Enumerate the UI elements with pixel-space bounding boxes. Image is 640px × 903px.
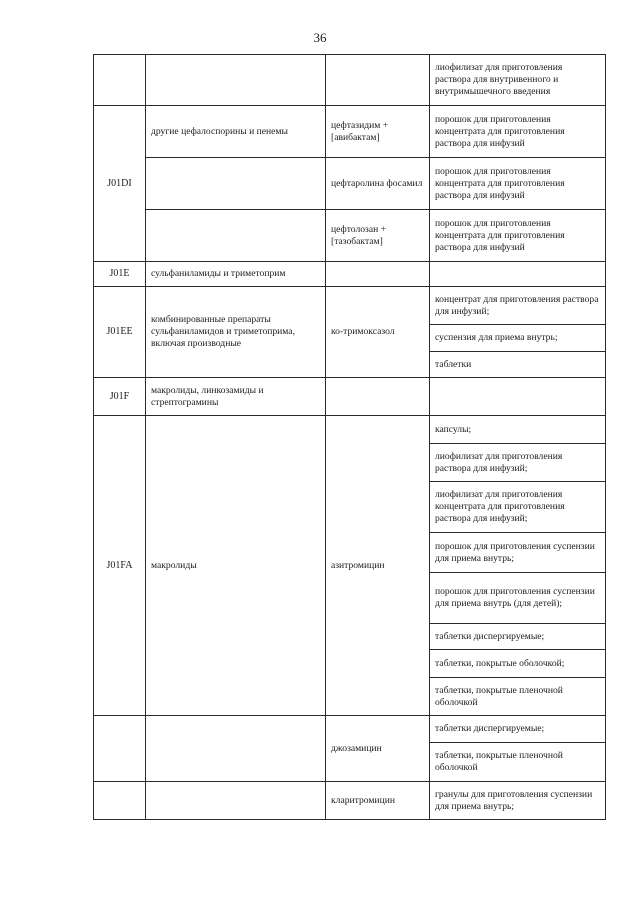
drug-name-cell: кларитромицин bbox=[326, 782, 430, 820]
dosage-form-cell: таблетки, покрытые оболочкой; bbox=[430, 650, 606, 678]
table-row bbox=[94, 782, 606, 820]
dosage-form-cell: лиофилизат для приготовления концентрата для приготовления раствора для инфузий; bbox=[430, 482, 606, 533]
group-cell bbox=[146, 210, 326, 262]
group-cell bbox=[146, 55, 326, 106]
table-row bbox=[94, 106, 606, 158]
dosage-form-cell: таблетки диспергируемые; bbox=[430, 716, 606, 743]
medicines-table bbox=[93, 54, 606, 820]
atc-code-cell: J01EE bbox=[94, 287, 146, 378]
dosage-form-cell: капсулы; bbox=[430, 416, 606, 444]
dosage-form-cell: порошок для приготовления концентрата для приготовления раствора для инфузий bbox=[430, 158, 606, 210]
atc-code-cell bbox=[94, 716, 146, 782]
table-row bbox=[94, 416, 606, 444]
group-cell: макролиды, линкозамиды и стрептограмины bbox=[146, 378, 326, 416]
drug-name-cell: цефтазидим + [авибактам] bbox=[326, 106, 430, 158]
drug-name-cell: цефтаролина фосамил bbox=[326, 158, 430, 210]
drug-name-cell bbox=[326, 378, 430, 416]
atc-code-cell bbox=[94, 782, 146, 820]
dosage-form-cell: суспензия для приема внутрь; bbox=[430, 325, 606, 352]
dosage-form-cell: таблетки bbox=[430, 352, 606, 378]
dosage-form-cell: концентрат для приготовления раствора для инфузий; bbox=[430, 287, 606, 325]
atc-code-cell: J01E bbox=[94, 262, 146, 287]
group-cell: комбинированные препараты сульфаниламидов и триметоприма, включая производные bbox=[146, 287, 326, 378]
dosage-form-cell bbox=[430, 262, 606, 287]
page-number: 36 bbox=[313, 30, 327, 45]
drug-name-cell: джозамицин bbox=[326, 716, 430, 782]
dosage-form-cell: таблетки диспергируемые; bbox=[430, 624, 606, 650]
atc-code-cell bbox=[94, 55, 146, 106]
drug-name-cell: цефтолозан + [тазобактам] bbox=[326, 210, 430, 262]
dosage-form-cell: таблетки, покрытые пленочной оболочкой bbox=[430, 743, 606, 782]
table-row bbox=[94, 158, 606, 210]
group-cell: сульфаниламиды и триметоприм bbox=[146, 262, 326, 287]
drug-name-cell bbox=[326, 55, 430, 106]
table-row bbox=[94, 210, 606, 262]
group-cell bbox=[146, 716, 326, 782]
drug-name-cell bbox=[326, 262, 430, 287]
dosage-form-cell: порошок для приготовления суспензии для приема внутрь (для детей); bbox=[430, 573, 606, 624]
atc-code-cell: J01F bbox=[94, 378, 146, 416]
table-row bbox=[94, 55, 606, 106]
drug-name-cell: азитромицин bbox=[326, 416, 430, 716]
group-cell bbox=[146, 782, 326, 820]
dosage-form-cell: порошок для приготовления концентрата для приготовления раствора для инфузий bbox=[430, 210, 606, 262]
table-row bbox=[94, 378, 606, 416]
table-row bbox=[94, 716, 606, 743]
atc-code-cell: J01DI bbox=[94, 106, 146, 262]
dosage-form-cell: таблетки, покрытые пленочной оболочкой bbox=[430, 678, 606, 716]
dosage-form-cell: лиофилизат для приготовления раствора для инфузий; bbox=[430, 444, 606, 482]
dosage-form-cell: порошок для приготовления концентрата для приготовления раствора для инфузий bbox=[430, 106, 606, 158]
group-cell: другие цефалоспорины и пенемы bbox=[146, 106, 326, 158]
table-row bbox=[94, 262, 606, 287]
dosage-form-cell: порошок для приготовления суспензии для приема внутрь; bbox=[430, 533, 606, 573]
dosage-form-cell: гранулы для приготовления суспензии для приема внутрь; bbox=[430, 782, 606, 820]
drug-name-cell: ко-тримоксазол bbox=[326, 287, 430, 378]
group-cell bbox=[146, 158, 326, 210]
atc-code-cell: J01FA bbox=[94, 416, 146, 716]
dosage-form-cell bbox=[430, 378, 606, 416]
table-row bbox=[94, 287, 606, 325]
dosage-form-cell: лиофилизат для приготовления раствора для внутривенного и внутримышечного введения bbox=[430, 55, 606, 106]
group-cell: макролиды bbox=[146, 416, 326, 716]
